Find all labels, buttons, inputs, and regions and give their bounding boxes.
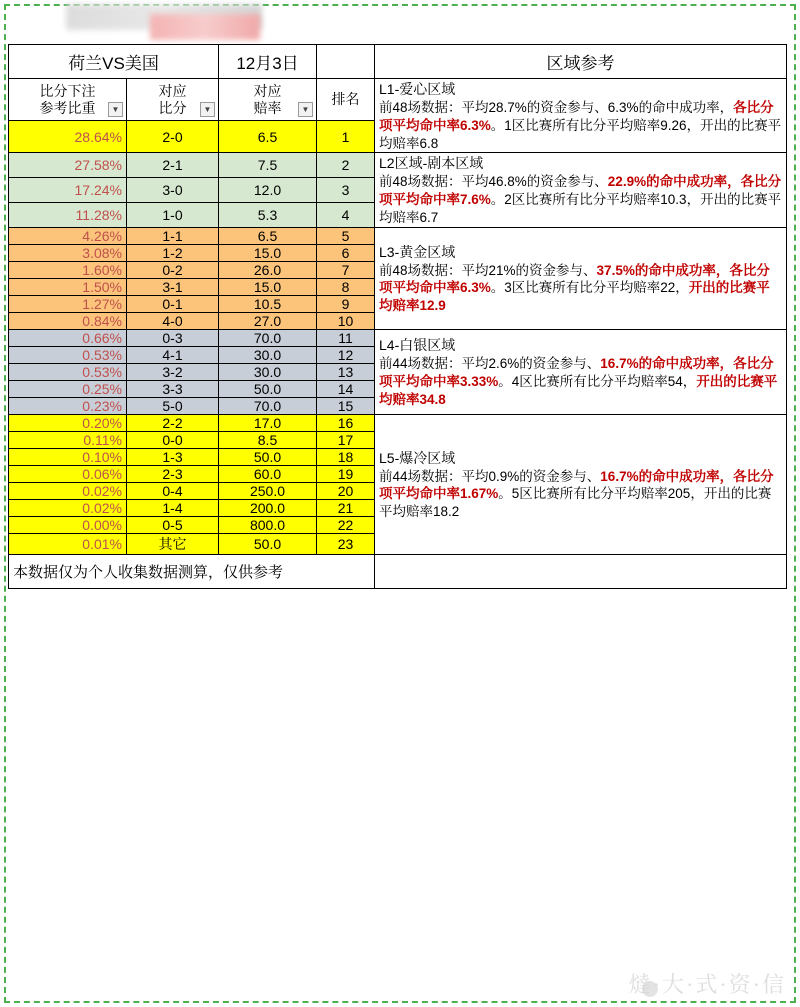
cell-score: 5-0 (127, 397, 219, 414)
note-title-L1: L1-爱心区域 (379, 81, 456, 97)
cell-pct: 0.02% (9, 499, 127, 516)
note-cell-L1 (375, 79, 787, 153)
cell-odds: 50.0 (219, 448, 317, 465)
cell-rank: 16 (317, 414, 375, 431)
note-seg: 。3区比赛所有比分平均赔率22， (490, 280, 689, 296)
note-seg: 。2区比赛所有比分平均赔率10.3，开出的比赛平均赔率6.7 (379, 192, 782, 226)
note-title-L4: L4-白银区域 (379, 337, 456, 354)
cell-odds: 7.5 (219, 153, 317, 178)
cell-pct: 0.10% (9, 448, 127, 465)
col-header-rank: 排名 (317, 79, 375, 121)
table-row (9, 414, 787, 431)
note-title-L3: L3-黄金区域 (379, 243, 456, 260)
cell-odds: 50.0 (219, 380, 317, 397)
note-body-L1 (379, 99, 782, 152)
table-row (9, 227, 787, 244)
cell-rank: 21 (317, 499, 375, 516)
cell-odds: 70.0 (219, 329, 317, 346)
cell-odds: 6.5 (219, 227, 317, 244)
note-seg: 前48场数据：平均21%的资金参与、 (379, 262, 597, 278)
note-seg: 。1区比赛所有比分平均赔率9.26，开出的比赛平均赔率6.8 (379, 117, 782, 151)
cell-odds: 200.0 (219, 499, 317, 516)
disclaimer-row (9, 554, 787, 588)
col-header-score (127, 79, 219, 121)
note-seg-highlight: 37.5%的命中成功率，各比分项平均命中率6.3% (379, 262, 770, 296)
cell-score: 0-4 (127, 482, 219, 499)
cell-odds: 17.0 (219, 414, 317, 431)
cell-odds: 6.5 (219, 121, 317, 153)
note-seg: 。4区比赛所有比分平均赔率54， (498, 373, 697, 389)
cell-score: 3-3 (127, 380, 219, 397)
cell-rank: 15 (317, 397, 375, 414)
note-cell-L2 (375, 153, 787, 227)
cell-rank: 20 (317, 482, 375, 499)
cell-rank: 10 (317, 312, 375, 329)
cell-score: 2-1 (127, 153, 219, 178)
cell-score: 2-2 (127, 414, 219, 431)
col-header-pct (9, 79, 127, 121)
cell-rank: 4 (317, 203, 375, 228)
note-seg-highlight: 16.7%的命中成功率，各比分项平均命中率3.33% (379, 356, 774, 389)
table-header-sub-row (9, 79, 787, 121)
cell-pct: 1.60% (9, 261, 127, 278)
cell-odds: 30.0 (219, 346, 317, 363)
note-cell-L4 (375, 329, 787, 414)
cell-pct: 0.01% (9, 533, 127, 554)
note-seg: 前44场数据：平均2.6%的资金参与、 (379, 356, 601, 372)
note-seg-highlight: 16.7%的命中成功率，各比分项平均命中率1.67% (379, 468, 774, 502)
note-seg: 前44场数据：平均0.9%的资金参与、 (379, 468, 601, 484)
col-header-odds-line2: 赔率 (253, 99, 282, 116)
cell-pct: 0.23% (9, 397, 127, 414)
cell-rank: 13 (317, 363, 375, 380)
cell-rank: 3 (317, 178, 375, 203)
redacted-bar-second (150, 14, 260, 40)
table-row (9, 329, 787, 346)
cell-rank: 1 (317, 121, 375, 153)
note-body-L3 (379, 262, 782, 315)
cell-score: 2-3 (127, 465, 219, 482)
cell-rank: 19 (317, 465, 375, 482)
cell-pct: 1.27% (9, 295, 127, 312)
cell-rank: 11 (317, 329, 375, 346)
score-probability-table (8, 44, 787, 589)
cell-odds: 8.5 (219, 431, 317, 448)
disclaimer-blank (375, 554, 787, 588)
cell-odds: 12.0 (219, 178, 317, 203)
disclaimer-text: 本数据仅为个人收集数据测算，仅供参考 (9, 554, 375, 588)
note-seg-highlight: 开出的比赛平均赔率34.8 (379, 373, 778, 407)
note-seg-highlight: 22.9%的命中成功率，各比分项平均命中率7.6% (379, 174, 782, 208)
cell-odds: 5.3 (219, 203, 317, 228)
cell-odds: 15.0 (219, 244, 317, 261)
cell-odds: 30.0 (219, 363, 317, 380)
cell-rank: 14 (317, 380, 375, 397)
note-body-L4 (379, 355, 782, 408)
cell-rank: 12 (317, 346, 375, 363)
cell-pct: 28.64% (9, 121, 127, 153)
table-header-title-row (9, 45, 787, 79)
cell-score: 0-5 (127, 516, 219, 533)
cell-pct: 4.26% (9, 227, 127, 244)
note-title-L5: L5-爆冷区域 (379, 449, 456, 466)
table-row (9, 153, 787, 178)
note-seg: 前48场数据：平均46.8%的资金参与、 (379, 174, 608, 190)
cell-pct: 27.58% (9, 153, 127, 178)
cell-pct: 11.28% (9, 203, 127, 228)
cell-pct: 0.53% (9, 363, 127, 380)
cell-score: 2-0 (127, 121, 219, 153)
cell-pct: 0.11% (9, 431, 127, 448)
cell-odds: 60.0 (219, 465, 317, 482)
col-header-odds (219, 79, 317, 121)
cell-pct: 0.25% (9, 380, 127, 397)
note-cell-L3 (375, 227, 787, 329)
cell-score: 3-1 (127, 278, 219, 295)
filter-dropdown-pct[interactable]: ▼ (108, 102, 123, 117)
col-header-score-line2: 比分 (158, 99, 187, 116)
cell-score: 其它 (127, 533, 219, 554)
cell-odds: 800.0 (219, 516, 317, 533)
cell-odds: 250.0 (219, 482, 317, 499)
cell-pct: 17.24% (9, 178, 127, 203)
cell-pct: 0.20% (9, 414, 127, 431)
cell-score: 1-2 (127, 244, 219, 261)
date-cell: 12月3日 (219, 45, 317, 79)
match-title-cell: 荷兰VS美国 (9, 45, 219, 79)
cell-pct: 0.84% (9, 312, 127, 329)
cell-pct: 0.06% (9, 465, 127, 482)
note-seg: 前48场数据：平均28.7%的资金参与、6.3%的命中成功率， (379, 100, 734, 115)
cell-score: 3-2 (127, 363, 219, 380)
cell-score: 0-0 (127, 431, 219, 448)
cell-rank: 18 (317, 448, 375, 465)
cell-score: 0-3 (127, 329, 219, 346)
cell-pct: 0.00% (9, 516, 127, 533)
col-header-odds-line1: 对应 (253, 83, 282, 100)
cell-score: 4-0 (127, 312, 219, 329)
cell-odds: 10.5 (219, 295, 317, 312)
cell-score: 1-1 (127, 227, 219, 244)
cell-pct: 3.08% (9, 244, 127, 261)
note-body-L2 (379, 173, 782, 226)
cell-score: 4-1 (127, 346, 219, 363)
cell-rank: 17 (317, 431, 375, 448)
col-header-pct-line1: 比分下注 (39, 83, 96, 100)
cell-rank: 22 (317, 516, 375, 533)
cell-rank: 8 (317, 278, 375, 295)
col-header-pct-line2: 参考比重 (39, 99, 96, 116)
cell-odds: 15.0 (219, 278, 317, 295)
region-reference-header: 区域参考 (375, 45, 787, 79)
note-title-L2: L2区域-剧本区域 (379, 155, 484, 172)
filter-dropdown-odds[interactable]: ▼ (298, 102, 313, 117)
cell-score: 1-4 (127, 499, 219, 516)
note-seg-highlight: 开出的比赛平均赔率12.9 (379, 280, 770, 314)
cell-rank: 9 (317, 295, 375, 312)
note-seg: 。5区比赛所有比分平均赔率205，开出的比赛平均赔率18.2 (379, 486, 772, 520)
cell-rank: 23 (317, 533, 375, 554)
cell-score: 1-3 (127, 448, 219, 465)
note-body-L5 (379, 468, 782, 521)
cell-odds: 70.0 (219, 397, 317, 414)
cell-score: 0-2 (127, 261, 219, 278)
watermark-text: 燵·大·式·资·信 (628, 972, 786, 997)
cell-odds: 50.0 (219, 533, 317, 554)
cell-rank: 5 (317, 227, 375, 244)
cell-score: 1-0 (127, 203, 219, 228)
cell-odds: 26.0 (219, 261, 317, 278)
cell-rank: 2 (317, 153, 375, 178)
cell-odds: 27.0 (219, 312, 317, 329)
note-seg-highlight: 各比分项平均命中率6.3% (379, 100, 774, 133)
blank-cell (317, 45, 375, 79)
cell-score: 3-0 (127, 178, 219, 203)
cell-pct: 0.02% (9, 482, 127, 499)
note-cell-L5 (375, 414, 787, 554)
cell-pct: 1.50% (9, 278, 127, 295)
col-header-score-line1: 对应 (158, 83, 187, 100)
cell-rank: 6 (317, 244, 375, 261)
cell-score: 0-1 (127, 295, 219, 312)
cell-pct: 0.66% (9, 329, 127, 346)
filter-dropdown-score[interactable]: ▼ (200, 102, 215, 117)
cell-pct: 0.53% (9, 346, 127, 363)
cell-rank: 7 (317, 261, 375, 278)
